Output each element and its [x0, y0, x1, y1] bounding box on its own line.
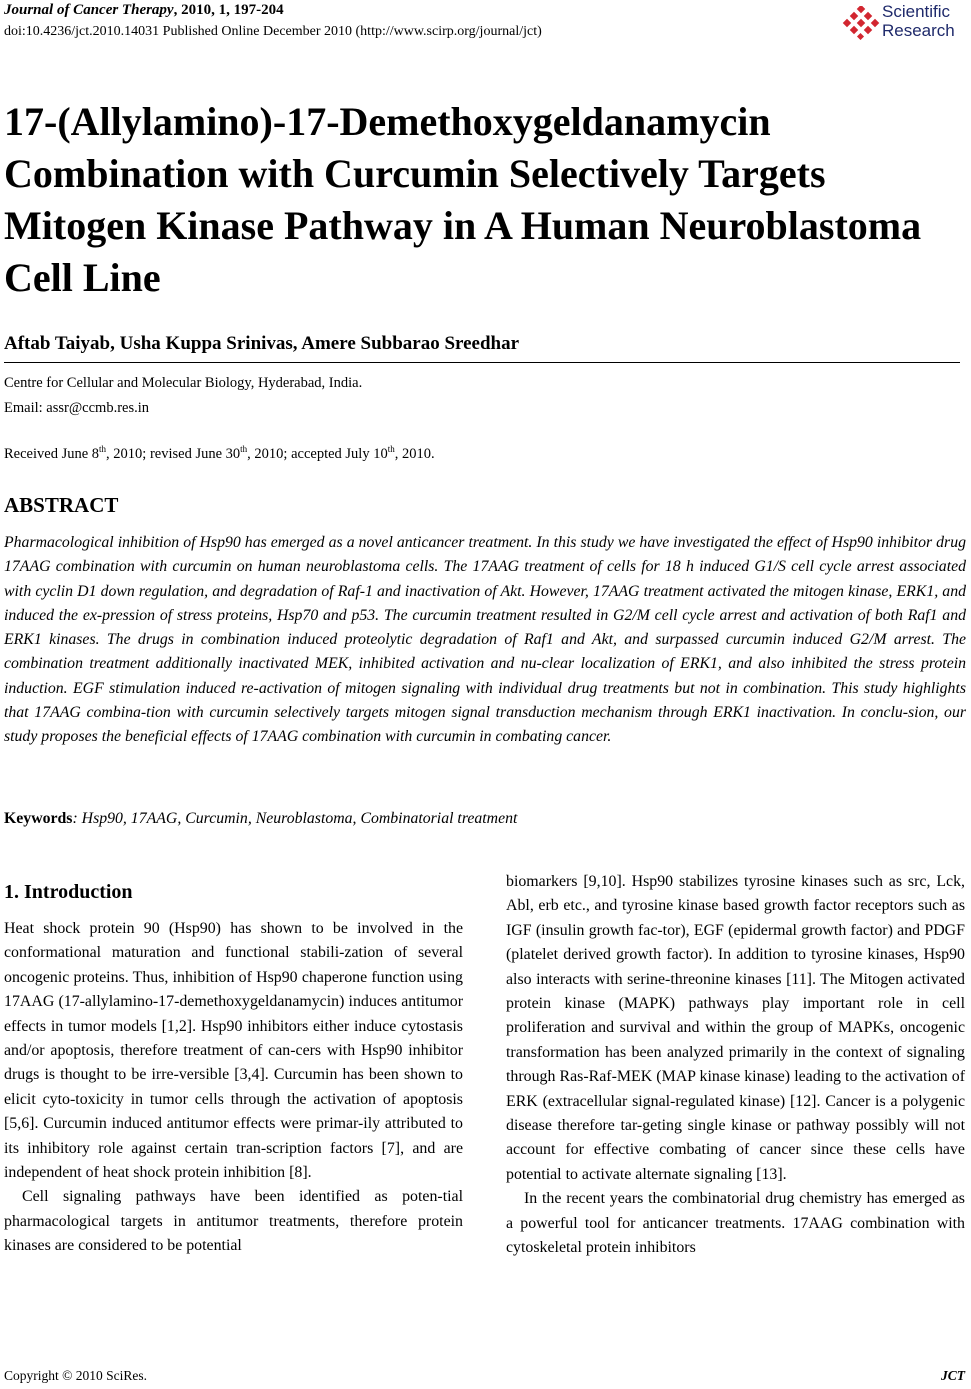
journal-citation: [4, 2, 284, 19]
author-divider: [4, 362, 960, 363]
diamond-cluster-icon: [842, 6, 880, 40]
right-column: [506, 870, 965, 1261]
journal-name: Journal of Cancer Therapy: [4, 2, 174, 18]
received-sup-3: th: [387, 444, 395, 454]
author-list: Aftab Taiyab, Usha Kuppa Srinivas, Amere Subbarao Sreedhar: [4, 333, 520, 354]
keywords-label: Keywords: [4, 810, 73, 827]
abstract-text: Pharmacological inhibition of Hsp90 has emerged as a novel anticancer treatment. In this study we have investigated the effect of Hsp90 inhibitor drug 17AAG combination with curcumin on human neuroblastoma cells. The 17AAG treatment of cells for 18 h induced G1/S cell cycle arrest associated with cyclin D1 down regulation, and degradation of Raf-1 and inactivation of Akt. However, 17AAG treatment activated the mitogen kinase, ERK1, and induced the ex-pression of stress proteins, Hsp70 and p53. The curcumin treatment resulted in G2/M cell cycle arrest and activation of both Raf1 and ERK1 kinases. The drugs in combination induced proteolytic degradation of Raf1 and Akt, and surpassed curcumin induced G2/M arrest. The combination treatment additionally inactivated MEK, inhibited activation and nu-clear localization of ERK1, and also inhibited the stress protein induction. EGF stimulation induced re-activation of mitogen signaling with individual drug treatments but not in combination. This study highlights that 17AAG combina-tion with curcumin selectively targets mitogen signal transduction mechanism through ERK1 inactivation. In conclu-sion, our study proposes the beneficial effects of 17AAG combination with curcumin in combating cancer.: [4, 534, 966, 746]
intro-paragraph-1: Heat shock protein 90 (Hsp90) has shown to be involved in the conformational maturation and functional stabili-zation of several oncogenic proteins. Thus, inhibition of Hsp90 chaperone function using 17AAG (17-allylamino-17-demethoxygeldanamycin) induces antitumor effects in tumor models [1,2]. Hsp90 inhibitors either induce cytostasis and/or apoptosis, therefore treatment of can-cers with Hsp90 inhibitor drugs is thought to be irre-versible [3,4]. Curcumin has been shown to elicit cyto-toxicity in tumor cells through the activation of apoptosis [5,6]. Curcumin induced antitumor effects were primar-ily attributed to its inhibitory role against certain tran-scription factors [7], and are independent of heat shock protein inhibition [8].: [4, 920, 463, 1182]
scientific-research-logo: [842, 2, 967, 44]
intro-paragraph-4: In the recent years the combinatorial drug chemistry has emerged as a powerful tool for anticancer treatments. 17AAG combination with cytoskeletal protein inhibitors: [506, 1190, 965, 1257]
received-text-3: , 2010; accepted July 10: [247, 445, 388, 462]
received-sup-1: th: [99, 444, 107, 454]
affiliation: Centre for Cellular and Molecular Biology, Hyderabad, India.: [4, 375, 363, 391]
received-text-1: Received June 8: [4, 445, 100, 462]
doi-line: doi:10.4236/jct.2010.14031 Published Online December 2010 (http://www.scirp.org/journal/jct): [4, 24, 542, 39]
abstract-heading: ABSTRACT: [4, 493, 119, 517]
copyright-footer: Copyright © 2010 SciRes.: [4, 1368, 148, 1383]
logo-line-2: Research: [882, 21, 955, 40]
received-dates: [4, 444, 435, 463]
journal-volume: , 2010, 1, 197-204: [173, 2, 284, 18]
left-column: [4, 917, 463, 1259]
email: Email: assr@ccmb.res.in: [4, 400, 150, 416]
paper-title: 17-(Allylamino)-17-Demethoxygeldanamycin Combination with Curcumin Selectively Targets Mitogen Kinase Pathway in A Human Neuroblastoma Cell Line: [4, 99, 922, 300]
received-sup-2: th: [240, 444, 248, 454]
received-text-2: , 2010; revised June 30: [106, 445, 241, 462]
intro-paragraph-2: Cell signaling pathways have been identified as poten-tial pharmacological targets in antitumor treatments, therefore protein kinases are considered to be potential: [4, 1188, 463, 1255]
keywords-list: : Hsp90, 17AAG, Curcumin, Neuroblastoma, Combinatorial treatment: [72, 810, 518, 827]
logo-line-1: Scientific: [882, 2, 951, 21]
section-heading-introduction: 1. Introduction: [4, 881, 133, 903]
intro-paragraph-3: biomarkers [9,10]. Hsp90 stabilizes tyrosine kinases such as src, Lck, Abl, erb etc., and tyrosine kinase based growth factor receptors such as IGF (insulin growth fac-tor), EGF (epidermal growth factor) and PDGF (platelet derived growth factor). In addition to tyrosine kinases, Hsp90 also interacts with serine-threonine kinases [11]. The Mitogen activated protein kinase (MAPK) pathways play important role in cell proliferation and survival and within the group of MAPKs, oncogenic transformation has been analyzed primarily in the context of signaling through Ras-Raf-MEK (MAP kinase kinase) leading to the activation of ERK (extracellular signal-regulated kinase) [12]. Cancer is a polygenic disease therefore tar-geting single kinase or pathway possibly will not account for effective combating of cancer since these cells have potential to activate alternate signaling [13].: [506, 873, 965, 1183]
logo-text: [882, 2, 955, 40]
received-text-4: , 2010.: [394, 445, 435, 462]
journal-abbreviation: JCT: [940, 1368, 965, 1383]
keywords: [4, 810, 517, 828]
